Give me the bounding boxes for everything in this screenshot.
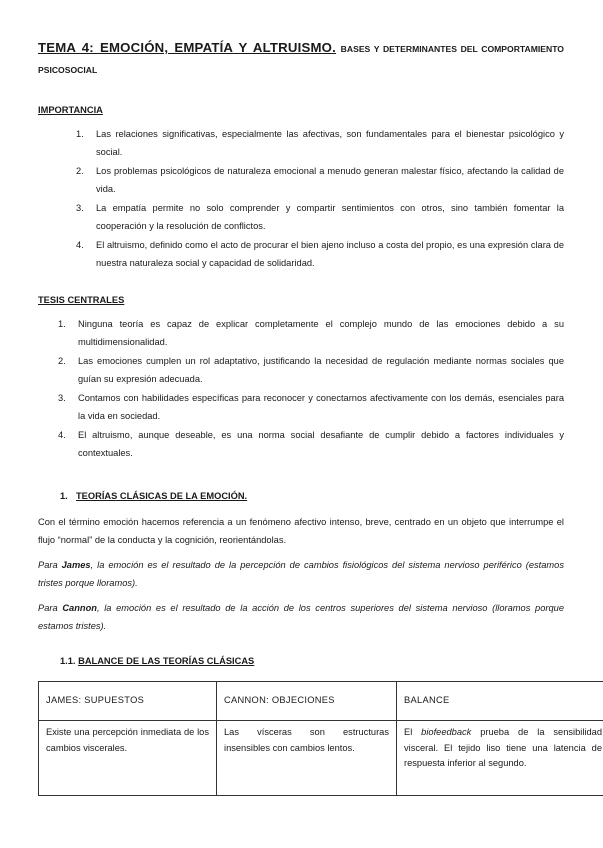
tesis-list	[38, 316, 564, 462]
balance-table	[38, 681, 603, 796]
importancia-list	[38, 126, 564, 272]
importancia-heading: IMPORTANCIA	[38, 105, 103, 115]
document-title	[38, 38, 564, 80]
emocion-definition: Con el término emoción hacemos referencia a un fenómeno afectivo intenso, breve, centrado en un objeto que interrumpe el flujo “normal” de la conducta y la cognición, reorientándolas.	[38, 517, 564, 545]
list-item: 3. Contamos con habilidades específicas para reconocer y conectarnos afectivamente con los demás, esenciales para la vida en sociedad.	[58, 393, 564, 421]
list-item: 4. El altruismo, definido como el acto de procurar el bien ajeno incluso a costa del propio, es una expresión clara de nuestra naturaleza social y capacidad de solidaridad.	[76, 240, 564, 268]
cannon-paragraph: Para Cannon, la emoción es el resultado de la acción de los centros superiores del sistema nervioso (lloramos porque estamos tristes).	[38, 603, 564, 631]
tesis-heading: TESIS CENTRALES	[38, 295, 125, 305]
header-cannon: CANNON: OBJECIONES	[217, 682, 397, 721]
cell-balance: El biofeedback prueba de la sensibilidad visceral. El tejido liso tiene una latencia de respuesta inferior al segundo.	[397, 721, 603, 796]
section-1-heading: 1. TEORÍAS CLÁSICAS DE LA EMOCIÓN.	[60, 491, 248, 501]
table-header-row	[39, 682, 603, 721]
document-page	[38, 38, 602, 796]
title-main: TEMA 4: EMOCIÓN, EMPATÍA Y ALTRUISMO.	[38, 40, 336, 55]
list-item: 3. La empatía permite no solo comprender y compartir sentimientos con otros, sino también fomentar la cooperación y la resolución de conflictos.	[76, 203, 564, 231]
list-item: 1. Ninguna teoría es capaz de explicar completamente el complejo mundo de las emociones debido a su multidimensionalidad.	[58, 319, 564, 347]
james-paragraph: Para James, la emoción es el resultado de la percepción de cambios fisiológicos del sistema nervioso periférico (estamos tristes porque lloramos).	[38, 560, 564, 588]
list-item: 2. Los problemas psicológicos de naturaleza emocional a menudo generan malestar físico, afectando la calidad de vida.	[76, 166, 564, 194]
list-item: 2. Las emociones cumplen un rol adaptativo, justificando la necesidad de regulación mediante normas sociales que guían su expresión adecuada.	[58, 356, 564, 384]
table-row	[39, 721, 603, 796]
header-james: JAMES: SUPUESTOS	[39, 682, 217, 721]
cell-cannon: Las vísceras son estructuras insensibles con cambios lentos.	[217, 721, 397, 796]
subsection-1-1-heading: 1.1. BALANCE DE LAS TEORÍAS CLÁSICAS	[60, 656, 255, 666]
cell-james: Existe una percepción inmediata de los cambios viscerales.	[39, 721, 217, 796]
list-item: 1. Las relaciones significativas, especialmente las afectivas, son fundamentales para el bienestar psicológico y social.	[76, 129, 564, 157]
title-subtitle: BASES Y DETERMINANTES DEL COMPORTAMIENTO PSICOSOCIAL	[38, 44, 564, 75]
header-balance: BALANCE	[397, 682, 603, 721]
list-item: 4. El altruismo, aunque deseable, es una norma social desafiante de cumplir debido a factores individuales y contextuales.	[58, 430, 564, 458]
